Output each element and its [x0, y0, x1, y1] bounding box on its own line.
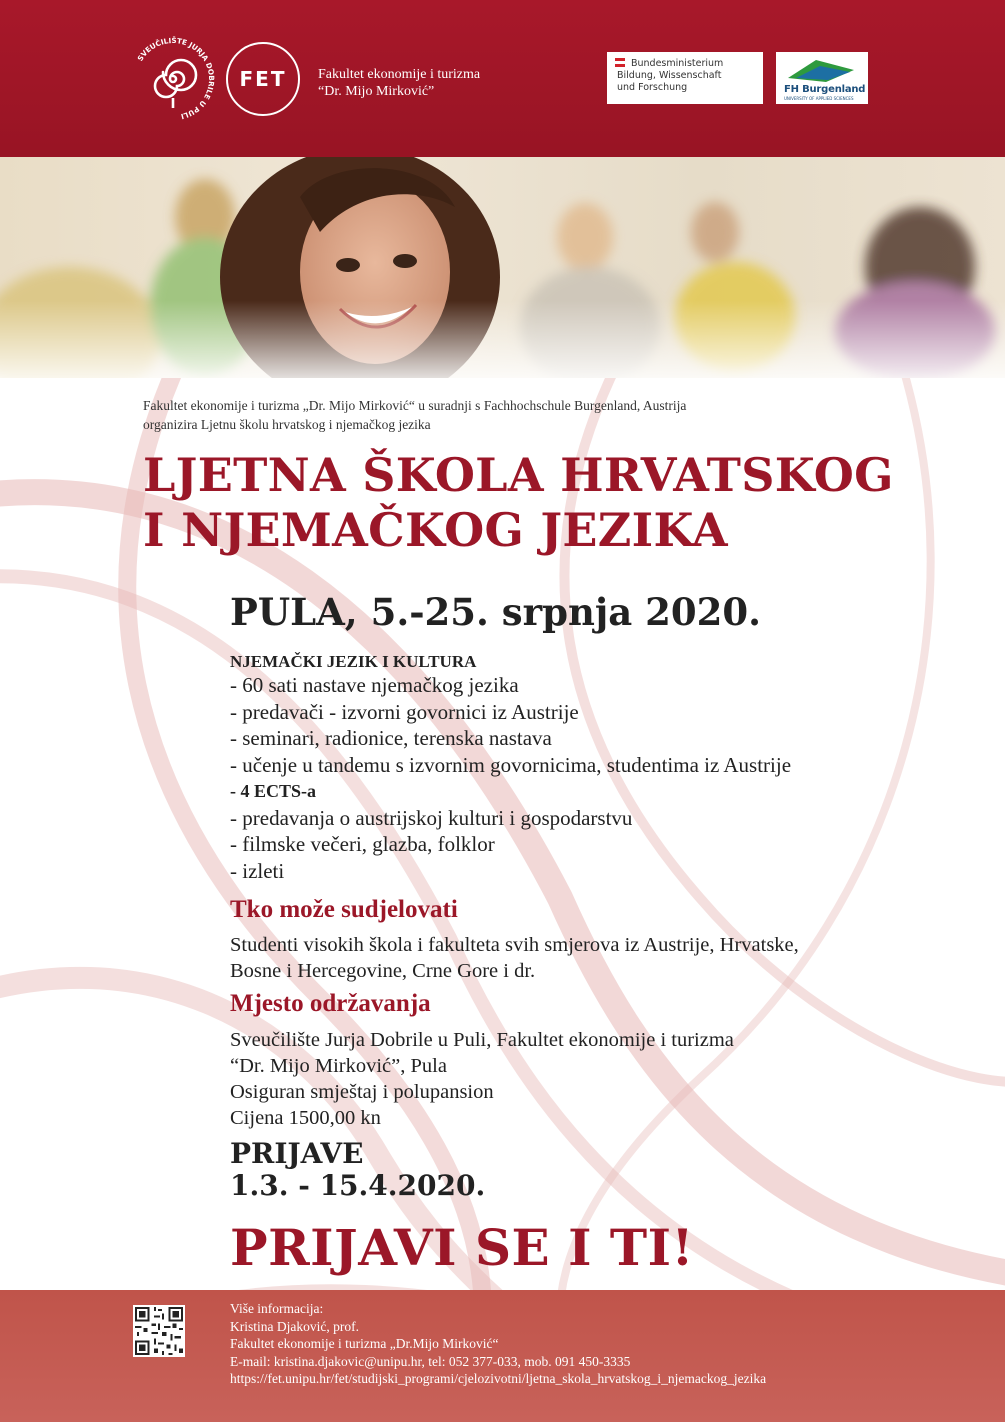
faculty-name-line2: “Dr. Mijo Mirković” — [318, 84, 435, 99]
location-line4: Cijena 1500,00 kn — [230, 1107, 381, 1129]
place-date: PULA, 5.-25. srpnja 2020. — [230, 590, 762, 634]
list-item: - predavači - izvorni govornici iz Austrije — [230, 699, 791, 726]
call-to-action: PRIJAVI SE I TI! — [230, 1218, 694, 1277]
university-spiral-logo-icon — [130, 36, 216, 122]
location-text — [230, 1027, 734, 1131]
header-band — [0, 0, 1005, 157]
contact-heading: Više informacija: — [230, 1301, 324, 1316]
location-line1: Sveučilište Jurja Dobrile u Puli, Fakultet ekonomije i turizma — [230, 1029, 734, 1051]
fet-logo: FET — [226, 42, 300, 116]
who-line2: Bosne i Hercegovine, Crne Gore i dr. — [230, 960, 536, 982]
who-heading: Tko može sudjelovati — [230, 896, 458, 923]
intro-line2: organizira Ljetnu školu hrvatskog i njemačkog jezika — [143, 417, 431, 432]
applications — [230, 1138, 485, 1202]
fh-burgenland-name: FH Burgenland — [784, 84, 866, 95]
who-text — [230, 932, 799, 984]
students-photo — [0, 157, 1005, 378]
list-item: - 60 sati nastave njemačkog jezika — [230, 672, 791, 699]
program-list — [230, 672, 791, 884]
location-line2: “Dr. Mijo Mirković”, Pula — [230, 1055, 447, 1077]
program-heading: NJEMAČKI JEZIK I KULTURA — [230, 652, 477, 671]
ministry-logo — [607, 52, 763, 104]
qr-code-icon[interactable] — [133, 1305, 185, 1357]
applications-dates: 1.3. - 15.4.2020. — [230, 1169, 486, 1202]
contact-faculty: Fakultet ekonomije i turizma „Dr.Mijo Mirković“ — [230, 1336, 499, 1351]
program-section — [230, 652, 791, 884]
contact-info — [230, 1300, 766, 1388]
intro-line1: Fakultet ekonomije i turizma „Dr. Mijo Mirković“ u suradnji s Fachhochschule Burgenland, Austrija — [143, 398, 687, 413]
applications-label: PRIJAVE — [230, 1137, 364, 1170]
ministry-line2: Bildung, Wissenschaft — [617, 70, 722, 81]
fh-burgenland-logo — [776, 52, 868, 104]
list-item: - izleti — [230, 858, 791, 885]
fh-burgenland-mark-icon — [786, 56, 858, 84]
ministry-line1: Bundesministerium — [631, 58, 724, 69]
list-item: - filmske večeri, glazba, folklor — [230, 831, 791, 858]
faculty-name-line1: Fakultet ekonomije i turizma — [318, 67, 481, 82]
title-line1: LJETNA ŠKOLA HRVATSKOG — [143, 448, 894, 502]
who-line1: Studenti visokih škola i fakulteta svih smjerova iz Austrije, Hrvatske, — [230, 934, 799, 956]
list-item: - seminari, radionice, terenska nastava — [230, 725, 791, 752]
faculty-name — [318, 66, 480, 100]
contact-person: Kristina Djaković, prof. — [230, 1318, 359, 1334]
list-item: - učenje u tandemu s izvornim govornicima, studentima iz Austrije — [230, 752, 791, 779]
list-item: - 4 ECTS-a — [230, 778, 791, 805]
ministry-line3: und Forschung — [617, 82, 688, 93]
page-title — [143, 448, 894, 558]
title-line2: I NJEMAČKOG JEZIKA — [143, 503, 728, 557]
location-heading: Mjesto održavanja — [230, 990, 431, 1017]
fh-burgenland-subtitle: UNIVERSITY OF APPLIED SCIENCES — [784, 96, 854, 101]
contact-email-phone[interactable]: E-mail: kristina.djakovic@unipu.hr, tel: 052 377-033, mob. 091 450-3335 — [230, 1353, 631, 1369]
location-line3: Osiguran smještaj i polupansion — [230, 1081, 494, 1103]
austria-flag-icon — [615, 58, 625, 67]
contact-url-link[interactable]: https://fet.unipu.hr/fet/studijski_programi/cjelozivotni/ljetna_skola_hrvatskog_i_njemackog_jezika — [230, 1371, 767, 1386]
list-item: - predavanja o austrijskoj kulturi i gospodarstvu — [230, 805, 791, 832]
svg-text:SVEUČILIŠTE JURJA DOBRILE U PU: SVEUČILIŠTE JURJA DOBRILE U PULI — [135, 36, 216, 122]
intro-text — [143, 396, 686, 434]
